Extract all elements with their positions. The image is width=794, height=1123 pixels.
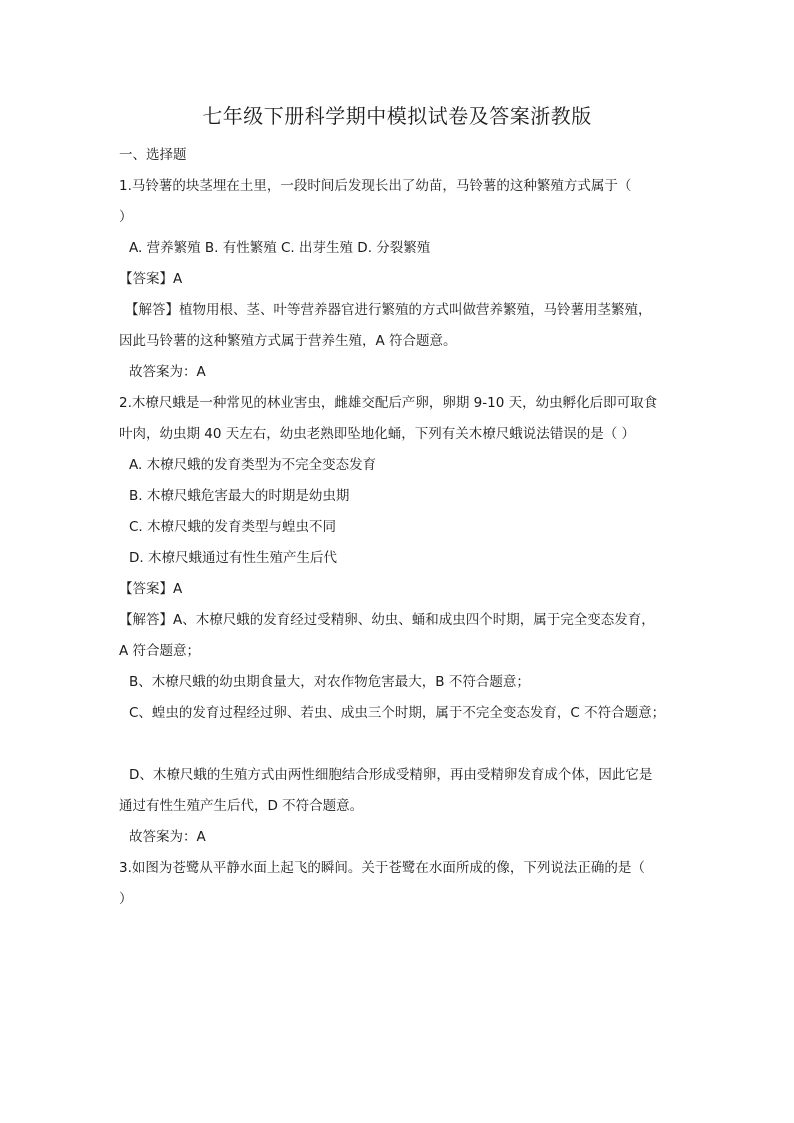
q2-explanation-line1: 【解答】A、木橑尺蛾的发育经过受精卵、幼虫、蛹和成虫四个时期，属于完全变态发育， [119, 612, 655, 628]
q1-conclusion: 故答案为：A [129, 364, 206, 380]
q2-option-d: D. 木橑尺蛾通过有性生殖产生后代 [129, 550, 337, 566]
q1-explanation-line2: 因此马铃薯的这种繁殖方式属于营养生殖，A 符合题意。 [119, 333, 457, 349]
q1-stem-line2: ） [119, 209, 133, 225]
q3-stem-line1: 3.如图为苍鹭从平静水面上起飞的瞬间。关于苍鹭在水面所成的像，下列说法正确的是（ [119, 860, 645, 876]
q2-conclusion: 故答案为：A [129, 829, 206, 845]
q1-explanation-line1: 【解答】植物用根、茎、叶等营养器官进行繁殖的方式叫做营养繁殖，马铃薯用茎繁殖， [125, 302, 652, 318]
q2-explanation-d-line2: 通过有性生殖产生后代，D 不符合题意。 [119, 798, 364, 814]
q2-option-c: C. 木橑尺蛾的发育类型与蝗虫不同 [129, 519, 337, 535]
q1-stem-line1: 1.马铃薯的块茎埋在土里，一段时间后发现长出了幼苗，马铃薯的这种繁殖方式属于（ [119, 178, 632, 194]
q2-stem-line2: 叶肉，幼虫期 40 天左右，幼虫老熟即坠地化蛹，下列有关木橑尺蛾说法错误的是（ ） [119, 426, 636, 442]
q2-explanation-line2: A 符合题意； [119, 643, 201, 659]
q1-answer: 【答案】A [119, 271, 183, 287]
page-title: 七年级下册科学期中模拟试卷及答案浙教版 [202, 104, 592, 128]
q2-stem-line1: 2.木橑尺蛾是一种常见的林业害虫，雌雄交配后产卵，卵期 9-10 天，幼虫孵化后即可取食 [119, 395, 658, 411]
q2-option-a: A. 木橑尺蛾的发育类型为不完全变态发育 [129, 457, 377, 473]
q2-explanation-d-line1: D、木橑尺蛾的生殖方式由两性细胞结合形成受精卵，再由受精卵发育成个体，因此它是 [129, 767, 653, 783]
q1-options: A. 营养繁殖 B. 有性繁殖 C. 出芽生殖 D. 分裂繁殖 [129, 240, 431, 256]
section-heading: 一、选择题 [119, 147, 187, 163]
q2-option-b: B. 木橑尺蛾危害最大的时期是幼虫期 [129, 488, 350, 504]
q3-stem-line2: ） [119, 891, 133, 907]
q2-answer: 【答案】A [119, 581, 183, 597]
q2-explanation-c: C、蝗虫的发育过程经过卵、若虫、成虫三个时期，属于不完全变态发育，C 不符合题意； [129, 705, 666, 721]
q2-explanation-b: B、木橑尺蛾的幼虫期食量大，对农作物危害最大，B 不符合题意； [129, 674, 530, 690]
